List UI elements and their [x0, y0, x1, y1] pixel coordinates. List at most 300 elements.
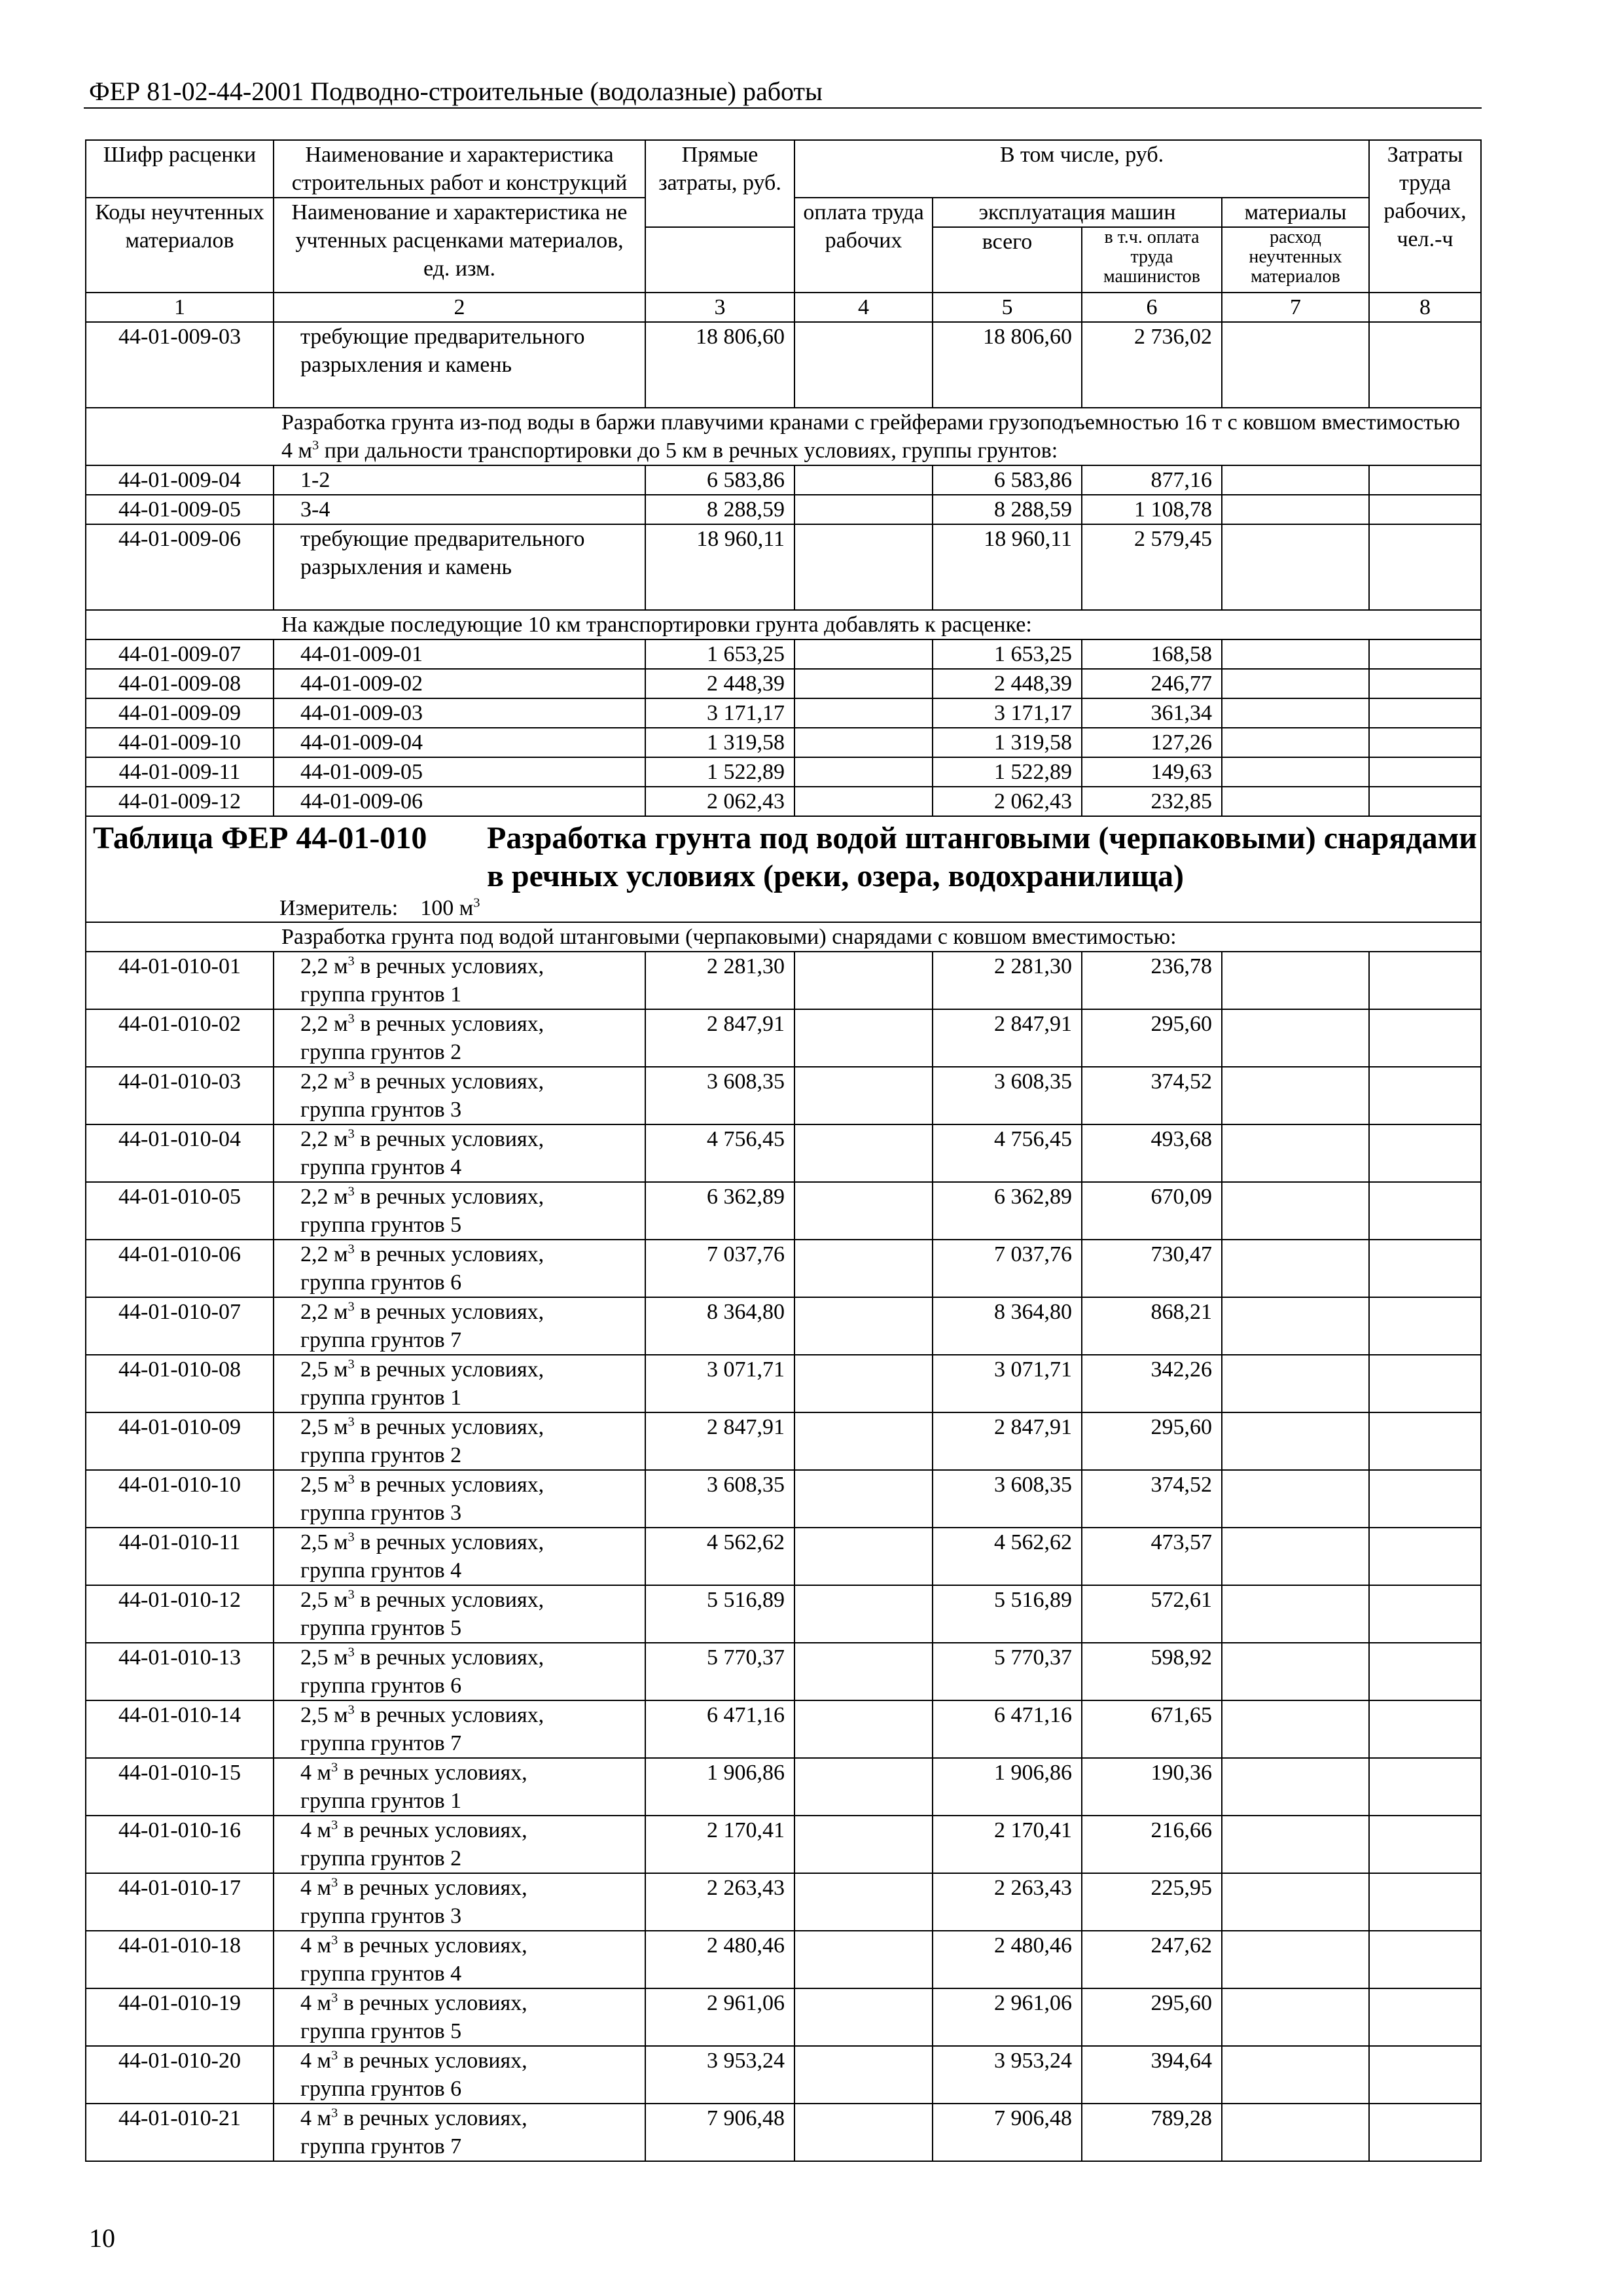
table-row: [86, 1700, 1481, 1758]
work-conditions: в речных условиях,: [354, 1127, 544, 1151]
cell-rate-code: 44-01-010-02: [86, 1009, 274, 1067]
table-row: [86, 757, 1481, 787]
cell-labor-pay: [794, 524, 933, 610]
cell-labor-hours: [1369, 1182, 1481, 1240]
table-row: [86, 1182, 1481, 1240]
cell-work-name: [274, 1124, 645, 1182]
measure-value: 100 м: [420, 896, 474, 920]
unit-sup: 3: [331, 2048, 338, 2063]
unit-sup: 3: [331, 1933, 338, 1948]
cell-labor-hours: [1369, 1758, 1481, 1816]
cell-work-name: [274, 1470, 645, 1528]
cell-work-name: [274, 1758, 645, 1816]
cell-labor-hours: [1369, 524, 1481, 610]
cell-direct-costs: 2 062,43: [645, 787, 794, 816]
cell-operators-pay: 246,77: [1082, 669, 1222, 698]
table-row: [86, 1585, 1481, 1643]
cell-work-name: [274, 2104, 645, 2161]
cell-rate-code: 44-01-010-01: [86, 952, 274, 1009]
unit-sup: 3: [348, 1357, 355, 1372]
cell-operators-pay: 2 579,45: [1082, 524, 1222, 610]
unit-sup: 3: [348, 1242, 355, 1257]
cell-rate-code: 44-01-009-10: [86, 728, 274, 757]
label-text: Разработка грунта из-под воды в баржи плавучими кранами с грейферами грузоподъемностью 16 т с ковшом вместимостью 4 м: [281, 410, 1460, 463]
cell-rate-code: 44-01-009-08: [86, 669, 274, 698]
unit-sup: 3: [331, 1875, 338, 1890]
unit-sup: 3: [348, 1184, 355, 1199]
cell-labor-pay: [794, 1240, 933, 1297]
work-conditions: в речных условиях,: [354, 1588, 544, 1612]
cell-direct-costs: 4 756,45: [645, 1124, 794, 1182]
bucket-capacity: 4 м: [300, 1761, 332, 1785]
section-label: [274, 408, 1481, 465]
cell-work-name: [274, 1643, 645, 1700]
cell-labor-hours: [1369, 1067, 1481, 1124]
unit-sup: 3: [348, 1011, 355, 1026]
header-including: В том числе, руб.: [794, 140, 1369, 198]
label-row-spacer: [86, 610, 274, 639]
cell-labor-pay: [794, 757, 933, 787]
bucket-capacity: 2,5 м: [300, 1703, 348, 1727]
column-number: 7: [1222, 293, 1369, 322]
cell-operators-pay: 2 736,02: [1082, 322, 1222, 408]
cell-rate-code: 44-01-010-09: [86, 1412, 274, 1470]
cell-labor-hours: [1369, 2046, 1481, 2104]
cell-rate-code: 44-01-010-14: [86, 1700, 274, 1758]
soil-group: группа грунтов 7: [300, 1328, 462, 1352]
cell-labor-hours: [1369, 787, 1481, 816]
cell-labor-hours: [1369, 669, 1481, 698]
cell-work-name: требующие предварительного разрыхления и камень: [274, 524, 645, 610]
table-row: [86, 2104, 1481, 2161]
cell-operators-pay: 572,61: [1082, 1585, 1222, 1643]
cell-direct-costs: 1 319,58: [645, 728, 794, 757]
table-row: [86, 1758, 1481, 1816]
column-number: 1: [86, 293, 274, 322]
cell-machines-total: 4 562,62: [933, 1528, 1082, 1585]
cell-machines-total: 2 170,41: [933, 1816, 1082, 1873]
cell-rate-code: 44-01-010-04: [86, 1124, 274, 1182]
cell-rate-code: 44-01-010-10: [86, 1470, 274, 1528]
cell-labor-pay: [794, 1988, 933, 2046]
cell-labor-hours: [1369, 698, 1481, 728]
cell-machines-total: 8 364,80: [933, 1297, 1082, 1355]
cell-labor-pay: [794, 1528, 933, 1585]
cell-labor-hours: [1369, 1009, 1481, 1067]
section-label-row: [86, 922, 1481, 952]
cell-operators-pay: 216,66: [1082, 1816, 1222, 1873]
work-conditions: в речных условиях,: [354, 1645, 544, 1670]
cell-operators-pay: 789,28: [1082, 2104, 1222, 2161]
cell-machines-total: 5 516,89: [933, 1585, 1082, 1643]
unit-sup: 3: [348, 1126, 355, 1141]
table-row: [86, 1528, 1481, 1585]
cell-direct-costs: 2 281,30: [645, 952, 794, 1009]
cell-work-name: [274, 1009, 645, 1067]
soil-group: группа грунтов 2: [300, 1846, 462, 1871]
cell-labor-pay: [794, 669, 933, 698]
cell-labor-hours: [1369, 1873, 1481, 1931]
table-row: [86, 1931, 1481, 1988]
bucket-capacity: 2,5 м: [300, 1645, 348, 1670]
cell-materials: [1222, 787, 1369, 816]
cell-operators-pay: 374,52: [1082, 1470, 1222, 1528]
cell-rate-code: 44-01-010-08: [86, 1355, 274, 1412]
work-conditions: в речных условиях,: [338, 1933, 527, 1958]
label-text: На каждые последующие 10 км транспортировки грунта добавлять к расценке:: [281, 613, 1032, 637]
bucket-capacity: 4 м: [300, 2106, 332, 2130]
cell-machines-total: 7 906,48: [933, 2104, 1082, 2161]
cell-machines-total: 6 362,89: [933, 1182, 1082, 1240]
cell-direct-costs: 2 847,91: [645, 1412, 794, 1470]
work-conditions: в речных условиях,: [354, 1473, 544, 1497]
unit-sup: 3: [348, 1645, 355, 1660]
cell-materials: [1222, 1067, 1369, 1124]
cell-work-name: [274, 1931, 645, 1988]
soil-group: группа грунтов 5: [300, 1213, 462, 1237]
work-conditions: в речных условиях,: [354, 1703, 544, 1727]
cell-machines-total: 1 906,86: [933, 1758, 1082, 1816]
cell-work-name: [274, 1816, 645, 1873]
cell-rate-code: 44-01-010-20: [86, 2046, 274, 2104]
cell-direct-costs: 3 608,35: [645, 1067, 794, 1124]
cell-direct-costs: 3 608,35: [645, 1470, 794, 1528]
table-row: [86, 465, 1481, 495]
soil-group: группа грунтов 1: [300, 982, 462, 1007]
cell-work-name: 44-01-009-02: [274, 669, 645, 698]
cell-labor-hours: [1369, 322, 1481, 408]
cell-labor-pay: [794, 1412, 933, 1470]
cell-labor-pay: [794, 1297, 933, 1355]
cell-direct-costs: 18 960,11: [645, 524, 794, 610]
cell-direct-costs: 4 562,62: [645, 1528, 794, 1585]
table-row: [86, 1412, 1481, 1470]
section-label: [274, 610, 1481, 639]
cell-direct-costs: 6 362,89: [645, 1182, 794, 1240]
cell-direct-costs: 2 170,41: [645, 1816, 794, 1873]
cell-direct-costs: 8 288,59: [645, 495, 794, 524]
header-machines-total: всего: [933, 227, 1082, 293]
header-materials: материалы: [1222, 198, 1369, 227]
cell-labor-pay: [794, 2046, 933, 2104]
cell-work-name: [274, 1988, 645, 2046]
cell-machines-total: 1 653,25: [933, 639, 1082, 669]
cell-machines-total: 2 263,43: [933, 1873, 1082, 1931]
table-row: [86, 1240, 1481, 1297]
table-row: [86, 1355, 1481, 1412]
cell-materials: [1222, 669, 1369, 698]
cell-direct-costs: 18 806,60: [645, 322, 794, 408]
table-row: [86, 639, 1481, 669]
cell-work-name: 44-01-009-03: [274, 698, 645, 728]
table-title-text: Разработка грунта под водой штанговыми (черпаковыми) снарядами в речных условиях (реки, озера, водохранилища): [487, 821, 1477, 893]
cell-direct-costs: 5 516,89: [645, 1585, 794, 1643]
cell-materials: [1222, 1297, 1369, 1355]
cell-operators-pay: 232,85: [1082, 787, 1222, 816]
work-conditions: в речных условиях,: [354, 1069, 544, 1094]
cell-direct-costs: 2 961,06: [645, 1988, 794, 2046]
soil-group: группа грунтов 3: [300, 1501, 462, 1525]
cell-work-name: 1-2: [274, 465, 645, 495]
cell-work-name: [274, 1700, 645, 1758]
soil-group: группа грунтов 5: [300, 1616, 462, 1640]
table-row: [86, 495, 1481, 524]
cell-rate-code: 44-01-009-11: [86, 757, 274, 787]
table-row: [86, 728, 1481, 757]
work-conditions: в речных условиях,: [354, 1012, 544, 1036]
column-number: 8: [1369, 293, 1481, 322]
section-label: [274, 922, 1481, 952]
cell-direct-costs: 2 263,43: [645, 1873, 794, 1931]
table-title: [86, 816, 1481, 922]
bucket-capacity: 4 м: [300, 2049, 332, 2073]
cell-labor-hours: [1369, 1931, 1481, 1988]
header-rule: [84, 107, 1482, 109]
table-row: [86, 787, 1481, 816]
cell-labor-hours: [1369, 757, 1481, 787]
cell-rate-code: 44-01-009-05: [86, 495, 274, 524]
cell-operators-pay: 236,78: [1082, 952, 1222, 1009]
cell-materials: [1222, 322, 1369, 408]
unit-sup: 3: [348, 1414, 355, 1429]
cell-work-name: 44-01-009-04: [274, 728, 645, 757]
table-row: [86, 1470, 1481, 1528]
cell-labor-pay: [794, 1873, 933, 1931]
cell-materials: [1222, 1182, 1369, 1240]
header-rate-code: Шифр расценки: [86, 140, 274, 198]
table-row: [86, 1009, 1481, 1067]
cell-operators-pay: 670,09: [1082, 1182, 1222, 1240]
table-title-code: Таблица ФЕР 44-01-010: [93, 821, 427, 855]
cell-materials: [1222, 1758, 1369, 1816]
bucket-capacity: 2,2 м: [300, 1185, 348, 1209]
header-work-name: Наименование и характеристика строительных работ и конструкций: [274, 140, 645, 198]
soil-group: группа грунтов 6: [300, 1674, 462, 1698]
cell-operators-pay: 361,34: [1082, 698, 1222, 728]
label-sup: 3: [312, 438, 319, 453]
cell-materials: [1222, 1528, 1369, 1585]
unit-sup: 3: [348, 1702, 355, 1717]
cell-machines-total: 8 288,59: [933, 495, 1082, 524]
cell-rate-code: 44-01-010-16: [86, 1816, 274, 1873]
measure-sup: 3: [473, 895, 480, 910]
cell-work-name: [274, 1067, 645, 1124]
cell-operators-pay: 168,58: [1082, 639, 1222, 669]
soil-group: группа грунтов 6: [300, 1270, 462, 1295]
cell-rate-code: 44-01-009-06: [86, 524, 274, 610]
cell-operators-pay: 730,47: [1082, 1240, 1222, 1297]
table-row: [86, 2046, 1481, 2104]
cell-operators-pay: 671,65: [1082, 1700, 1222, 1758]
cell-work-name: [274, 1528, 645, 1585]
label-row-spacer: [86, 408, 274, 465]
cell-labor-pay: [794, 1816, 933, 1873]
cell-labor-hours: [1369, 1988, 1481, 2046]
header-material-name: Наименование и характеристика не учтенных расценками материалов, ед. изм.: [274, 198, 645, 293]
cell-rate-code: 44-01-009-09: [86, 698, 274, 728]
cell-work-name: [274, 1297, 645, 1355]
cell-rate-code: 44-01-010-21: [86, 2104, 274, 2161]
cell-rate-code: 44-01-009-04: [86, 465, 274, 495]
cell-direct-costs: 7 037,76: [645, 1240, 794, 1297]
cell-machines-total: 2 961,06: [933, 1988, 1082, 2046]
cell-materials: [1222, 1988, 1369, 2046]
cell-materials: [1222, 1470, 1369, 1528]
cell-labor-hours: [1369, 1816, 1481, 1873]
cell-rate-code: 44-01-010-11: [86, 1528, 274, 1585]
soil-group: группа грунтов 4: [300, 1962, 462, 1986]
cell-direct-costs: 7 906,48: [645, 2104, 794, 2161]
cell-rate-code: 44-01-010-18: [86, 1931, 274, 1988]
bucket-capacity: 4 м: [300, 1991, 332, 2015]
cell-materials: [1222, 757, 1369, 787]
cell-direct-costs: 2 480,46: [645, 1931, 794, 1988]
table-row: [86, 952, 1481, 1009]
work-conditions: в речных условиях,: [338, 1991, 527, 2015]
work-conditions: в речных условиях,: [354, 1185, 544, 1209]
cell-labor-hours: [1369, 1585, 1481, 1643]
cell-work-name: [274, 1240, 645, 1297]
section-label-row: [86, 408, 1481, 465]
cell-operators-pay: 493,68: [1082, 1124, 1222, 1182]
work-conditions: в речных условиях,: [354, 954, 544, 978]
header-labor-pay: оплата труда рабочих: [794, 198, 933, 293]
bucket-capacity: 4 м: [300, 1818, 332, 1842]
cell-direct-costs: 3 953,24: [645, 2046, 794, 2104]
cell-work-name: 44-01-009-06: [274, 787, 645, 816]
section-label-row: [86, 610, 1481, 639]
cell-direct-costs: 6 471,16: [645, 1700, 794, 1758]
cell-machines-total: 3 071,71: [933, 1355, 1082, 1412]
work-conditions: в речных условиях,: [354, 1357, 544, 1382]
label-text-end: при дальности транспортировки до 5 км в речных условиях, группы грунтов:: [319, 439, 1058, 463]
bucket-capacity: 4 м: [300, 1876, 332, 1900]
cell-rate-code: 44-01-010-13: [86, 1643, 274, 1700]
cell-materials: [1222, 952, 1369, 1009]
cell-labor-hours: [1369, 728, 1481, 757]
cell-rate-code: 44-01-010-19: [86, 1988, 274, 2046]
unit-sup: 3: [331, 1760, 338, 1775]
cell-machines-total: 2 448,39: [933, 669, 1082, 698]
cell-direct-costs: 1 653,25: [645, 639, 794, 669]
cell-operators-pay: 225,95: [1082, 1873, 1222, 1931]
soil-group: группа грунтов 7: [300, 1731, 462, 1755]
cell-direct-costs: 2 847,91: [645, 1009, 794, 1067]
soil-group: группа грунтов 5: [300, 2019, 462, 2043]
cell-operators-pay: 295,60: [1082, 1412, 1222, 1470]
table-row: [86, 1873, 1481, 1931]
cell-materials: [1222, 1700, 1369, 1758]
cell-labor-pay: [794, 1067, 933, 1124]
bucket-capacity: 2,2 м: [300, 954, 348, 978]
cell-direct-costs: 1 906,86: [645, 1758, 794, 1816]
soil-group: группа грунтов 4: [300, 1155, 462, 1179]
bucket-capacity: 2,2 м: [300, 1300, 348, 1324]
cell-rate-code: 44-01-010-05: [86, 1182, 274, 1240]
cell-labor-pay: [794, 322, 933, 408]
cell-labor-pay: [794, 465, 933, 495]
cell-machines-total: 7 037,76: [933, 1240, 1082, 1297]
cell-machines-total: 6 583,86: [933, 465, 1082, 495]
cell-labor-hours: [1369, 952, 1481, 1009]
bucket-capacity: 2,2 м: [300, 1069, 348, 1094]
work-conditions: в речных условиях,: [338, 1761, 527, 1785]
label-row-spacer: [86, 922, 274, 952]
soil-group: группа грунтов 2: [300, 1443, 462, 1467]
cell-operators-pay: 190,36: [1082, 1758, 1222, 1816]
label-text: Разработка грунта под водой штанговыми (черпаковыми) снарядами с ковшом вместимостью:: [281, 925, 1177, 949]
table-row: [86, 698, 1481, 728]
soil-group: группа грунтов 7: [300, 2134, 462, 2159]
cell-machines-total: 2 062,43: [933, 787, 1082, 816]
cell-labor-pay: [794, 787, 933, 816]
cell-labor-pay: [794, 2104, 933, 2161]
page-number: 10: [89, 2223, 115, 2253]
cell-labor-pay: [794, 1931, 933, 1988]
cell-machines-total: 2 847,91: [933, 1412, 1082, 1470]
cell-operators-pay: 127,26: [1082, 728, 1222, 757]
cell-machines-total: 4 756,45: [933, 1124, 1082, 1182]
cell-materials: [1222, 1873, 1369, 1931]
header-machine-operation: эксплуатация машин: [933, 198, 1222, 227]
cell-materials: [1222, 1585, 1369, 1643]
cell-labor-hours: [1369, 1124, 1481, 1182]
bucket-capacity: 4 м: [300, 1933, 332, 1958]
header-operators-pay: в т.ч. оплата труда машинистов: [1082, 227, 1222, 293]
cell-labor-hours: [1369, 465, 1481, 495]
table-row: [86, 669, 1481, 698]
cell-materials: [1222, 1412, 1369, 1470]
cell-materials: [1222, 1816, 1369, 1873]
table-row: [86, 1816, 1481, 1873]
cell-direct-costs: 6 583,86: [645, 465, 794, 495]
bucket-capacity: 2,2 м: [300, 1127, 348, 1151]
table-row: [86, 1124, 1481, 1182]
cell-direct-costs: 8 364,80: [645, 1297, 794, 1355]
cell-work-name: [274, 1412, 645, 1470]
cell-work-name: 44-01-009-05: [274, 757, 645, 787]
cell-rate-code: 44-01-010-07: [86, 1297, 274, 1355]
cell-operators-pay: 247,62: [1082, 1931, 1222, 1988]
cell-materials: [1222, 524, 1369, 610]
work-conditions: в речных условиях,: [354, 1415, 544, 1439]
cell-machines-total: 2 480,46: [933, 1931, 1082, 1988]
soil-group: группа грунтов 1: [300, 1789, 462, 1813]
cell-labor-pay: [794, 495, 933, 524]
header-direct-costs-cont: [645, 227, 794, 293]
cell-rate-code: 44-01-010-15: [86, 1758, 274, 1816]
bucket-capacity: 2,5 м: [300, 1530, 348, 1554]
bucket-capacity: 2,5 м: [300, 1357, 348, 1382]
header-direct-costs: Прямые затраты, руб.: [645, 140, 794, 227]
rates-table: [85, 139, 1482, 2162]
cell-machines-total: 1 319,58: [933, 728, 1082, 757]
work-conditions: в речных условиях,: [338, 2106, 527, 2130]
cell-work-name: требующие предварительного разрыхления и камень: [274, 322, 645, 408]
cell-materials: [1222, 728, 1369, 757]
unit-sup: 3: [348, 1299, 355, 1314]
cell-materials: [1222, 1240, 1369, 1297]
work-conditions: в речных условиях,: [338, 1876, 527, 1900]
cell-labor-hours: [1369, 1412, 1481, 1470]
cell-rate-code: 44-01-010-17: [86, 1873, 274, 1931]
cell-work-name: [274, 1355, 645, 1412]
page-header: ФЕР 81-02-44-2001 Подводно-строительные (водолазные) работы: [89, 77, 823, 106]
cell-direct-costs: 3 071,71: [645, 1355, 794, 1412]
cell-labor-pay: [794, 1470, 933, 1528]
cell-labor-pay: [794, 698, 933, 728]
cell-labor-hours: [1369, 1470, 1481, 1528]
